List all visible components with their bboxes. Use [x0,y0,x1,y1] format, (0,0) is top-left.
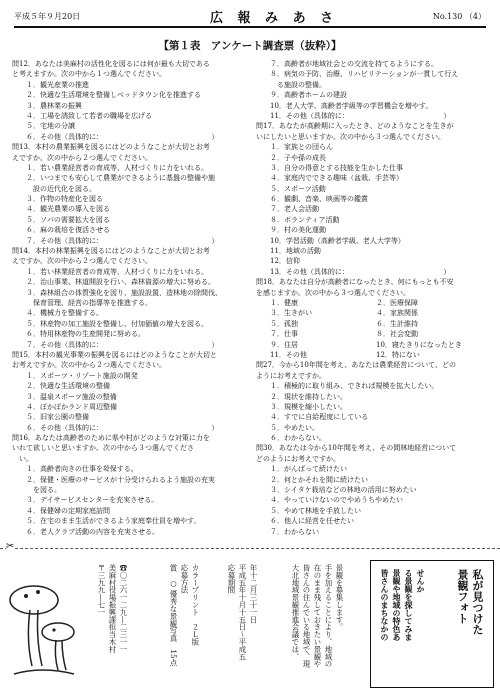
announcement-body: 景観を募集します。 手を加えることにより、地域の 在のまま残しておきたい景観や 皆さんの住んでいる地域で、現 大北地域景観推進会議では、 [291,564,344,668]
survey-question: と考えますか。次の中から１つ選んでください。 [12,70,166,79]
answer-option-pair [256,340,494,350]
issue-date: 平成５年９月20日 [14,12,81,21]
answer-option: ６．わからない。 [270,434,326,443]
survey-question: お考えですか。次の中から２つ選んでください。 [12,361,166,370]
answer-option: １．積極的に取り組み、できれば規模を拡大したい。 [270,382,439,391]
answer-option: １．観光産業の推進 [26,80,89,89]
answer-option: ３．農林業の振興 [26,101,82,110]
answer-option: ２．快適な生活環境を整備しベッドタウン化を推進する [26,91,201,100]
answer-option: １．スポーツ・リゾート施設の開発 [26,371,138,380]
answer-option: ６．生計維持 [376,319,418,328]
answer-option: 12．特にない [376,350,420,359]
contest-subtitle: せんか る景観を探してみま 景観や地域の特色あ 皆さんのまちなかの [380,569,426,641]
period-info: 年十二月三十一日 平成五年十月十五日～平成五 応募期間 [227,564,258,661]
answer-option: １．家族との団らん [270,143,333,152]
page-header [14,6,486,28]
survey-left-column [12,59,252,537]
mushroom-illustration [4,570,80,680]
answer-option: 11．その他 [270,350,307,359]
answer-option: ２．何とかそれを間に続けたい [270,475,368,484]
answer-option: ８．病気の予防、治療、リハビリテーションが一貫して行え [270,70,459,79]
survey-question: いれて欲しいと思いますか。次の中から３つ選んでくださ [12,444,194,453]
answer-option: ５．ソバの需要拡大を図る [26,215,110,224]
answer-option: 保育管理、経営の指導等を推進する。 [26,298,152,307]
answer-option: を図る。 [26,486,61,495]
answer-option: ３．自分の得意とする技能を生かした仕事 [270,163,403,172]
answer-option: ２．いつまでも安心して農業ができるように基盤の整備や施 [26,174,215,183]
answer-option: ８．ボランティア活動 [270,215,340,224]
answer-option: ５．旧家公園の整備 [26,413,89,422]
answer-option: ３．規模を縮小したい。 [270,402,347,411]
survey-right-column [256,59,494,537]
answer-option: ４．家庭内でできる趣味（盆栽、手芸等） [270,174,403,183]
answer-option: １．若い農業経営者の育成等、人材づくりに力をいれる。 [26,163,208,172]
answer-option: ９．高齢者ホームの建設 [270,91,347,100]
answer-option: ７．その他（具体的に： ） [26,236,219,245]
answer-option: ５．やめたい。 [270,423,319,432]
survey-question: 問18．あなたは自分が高齢者になったとき、何にもっとも不安 [256,278,454,287]
survey-question: 問27．今から10年間を考え、あなたは農業経営について、どの [256,361,456,370]
survey-question: いにしたいと思いますか。次の中から３つ選んでください。 [256,132,445,141]
answer-option: ３．作物の特産化を図る [26,195,103,204]
answer-option: 設の近代化を図る。 [26,184,96,193]
answer-option: ５．スポーツ活動 [270,184,326,193]
newsletter-title: 広 報 み あ さ [210,11,339,26]
answer-option: ６．その他（具体的に： ） [26,132,219,141]
answer-option: ４．やっていけないのでやめうちやめたい [270,496,403,505]
survey-question: 問30．あなたは今から10年間を考え、その間林地経営について [256,444,457,453]
answer-option: ３．温泉スポーツ施設の整備 [26,392,117,401]
answer-option: ５．林産物の加工施設を整備し、付加価値の増大を図る。 [26,319,208,328]
cut-line [0,541,500,552]
answer-option: ７．老人会活動 [270,205,319,214]
issue-number: No.130 （4） [432,12,486,21]
answer-option: ３．森林組合の体質強化を図り、施設設置、造林地の除間伐、 [26,288,222,297]
survey-question: 問16．あなたは高齢者のために県や村がどのような対策に力を [12,434,210,443]
answer-option: ５．在宅のまま生活ができるよう家庭奉仕員を増やす。 [26,517,201,526]
table-title: 【第１表 アンケート調査票（抜粋）】 [158,40,342,52]
answer-option: 10．寝たきりになったとき [376,340,462,349]
answer-option: ５．やめて林地を手放したい [270,506,361,515]
answer-option-pair [256,308,494,318]
answer-option: る施設の整備。 [270,80,326,89]
answer-option: 13．その他（具体的に： ） [270,267,451,276]
survey-question: 問12．あなたは美麻村の活性化を図るには何が最も大切である [12,60,210,68]
answer-option: ７．わからない [270,527,319,536]
answer-option: ６．麻の栽培を復活させる [26,226,110,235]
answer-option: ４．機械力を整備する。 [26,309,103,318]
answer-option: ６．他人に経営を任せたい [270,517,354,526]
answer-option: ６．老人クラブ活動の内容を充実させる。 [26,527,159,536]
answer-option: ６．特用林産物の生産開発に努める。 [26,330,145,339]
survey-question: えですか。次の中から２つ選んでください。 [12,153,152,162]
answer-option: 11．地域の活動 [270,247,321,256]
answer-option: ３．デイサービスセンターを充実させる。 [26,496,159,505]
survey-question: えですか。次の中から２つ選んでください。 [12,257,152,266]
survey-question: 問15．本村の観光事業の振興を図るにはどのようなことが大切と [12,350,217,359]
answer-option: 11．その他（具体的に： ） [270,111,451,120]
answer-option: １．高齢者向きの仕事を확保する。 [26,465,138,474]
photo-contest-box [370,560,494,688]
answer-option: ８．社会変動 [376,330,418,339]
answer-option: ２．現状を維持したい。 [270,392,347,401]
answer-option: ４．すでに自給程度にしている [270,413,369,422]
answer-option: ３．シイタケ栽培などの林地の活用に努めたい [270,486,417,495]
scissors-icon: ✂ [6,541,15,552]
answer-option: ７．その他（具体的に： ） [26,340,219,349]
answer-option: 10．学習活動（高齢者学級、老人大学等） [270,236,405,245]
survey-question: 問17．あなたが高齢期に入ったとき、どのようなことを生きが [256,122,454,131]
answer-option: ２．子や孫の成長 [270,153,326,162]
answer-option: ４．観光農業の導入を図る [26,205,110,214]
answer-option: ６．観劇、音楽、映画等の鑑賞 [270,195,368,204]
survey-question: 問13．本村の農業振興を図るにはどのようなことが大切とお考 [12,143,210,152]
answer-option: ９．住居 [270,340,298,349]
answer-option: 12．信仰 [270,257,300,266]
answer-option: ９．村の美化運動 [270,226,326,235]
answer-option-pair [256,329,494,339]
answer-option: ３．生きがい [270,309,312,318]
survey-question: 問14．本村の林業振興を図るにはどのようなことが大切とお考 [12,247,210,256]
answer-option: ６．その他（具体的に： ） [26,423,219,432]
prize-info: カラープリント ２Ｌ版 応募方法 賞 ○ 優秀な景観写真 15点 [169,564,200,667]
survey-question: を感じますか。次の中から３つ選んでください。 [256,288,410,297]
answer-option: ７．仕事 [270,330,298,339]
answer-option: ２．保健・医療のサービスが十分受けられるよう施設の充実 [26,475,215,484]
answer-option: ４．家族関係 [376,309,418,318]
contest-title: 私が見つけた 景観フォト [456,569,484,635]
survey-question: い。 [12,454,33,463]
answer-option: ５．孤独 [270,319,298,328]
survey-question: ようにお考えですか。 [256,371,326,380]
answer-option: ５．宅地の分譲 [26,122,75,131]
survey-question: どのようにお考えですか。 [256,454,340,463]
answer-option: １．がんばって続けたい [270,465,347,474]
answer-option-pair [256,319,494,329]
answer-option: ７．高齢者が地域社会との交流を持てるようにする。 [270,60,438,68]
answer-option-pair [256,350,494,360]
contact-info: ☎〇二六一二九―二三一一 美麻村役場振興課担当木村 〒三九九―七一 [97,564,128,653]
answer-option: １．若い林業経営者の育成等、人材づくりに力をいれる。 [26,267,208,276]
answer-option: ４．保健婦の定期家庭訪問 [26,506,110,515]
answer-option: ２．快適な生活環境の整備 [26,382,110,391]
answer-option: ２．医療保障 [376,298,418,307]
answer-option: １．健康 [270,298,298,307]
answer-option: ４．工場を誘致して若者の職場を広げる [26,111,152,120]
answer-option: ２．治山事業、林道開設を行い、森林資源の増大に努める。 [26,278,215,287]
answer-option: ４．ぽかぽかランド周辺整備 [26,402,117,411]
answer-option-pair [256,298,494,308]
answer-option: 10．老人大学、高齢者学級等の学習機会を増やす。 [270,101,433,110]
